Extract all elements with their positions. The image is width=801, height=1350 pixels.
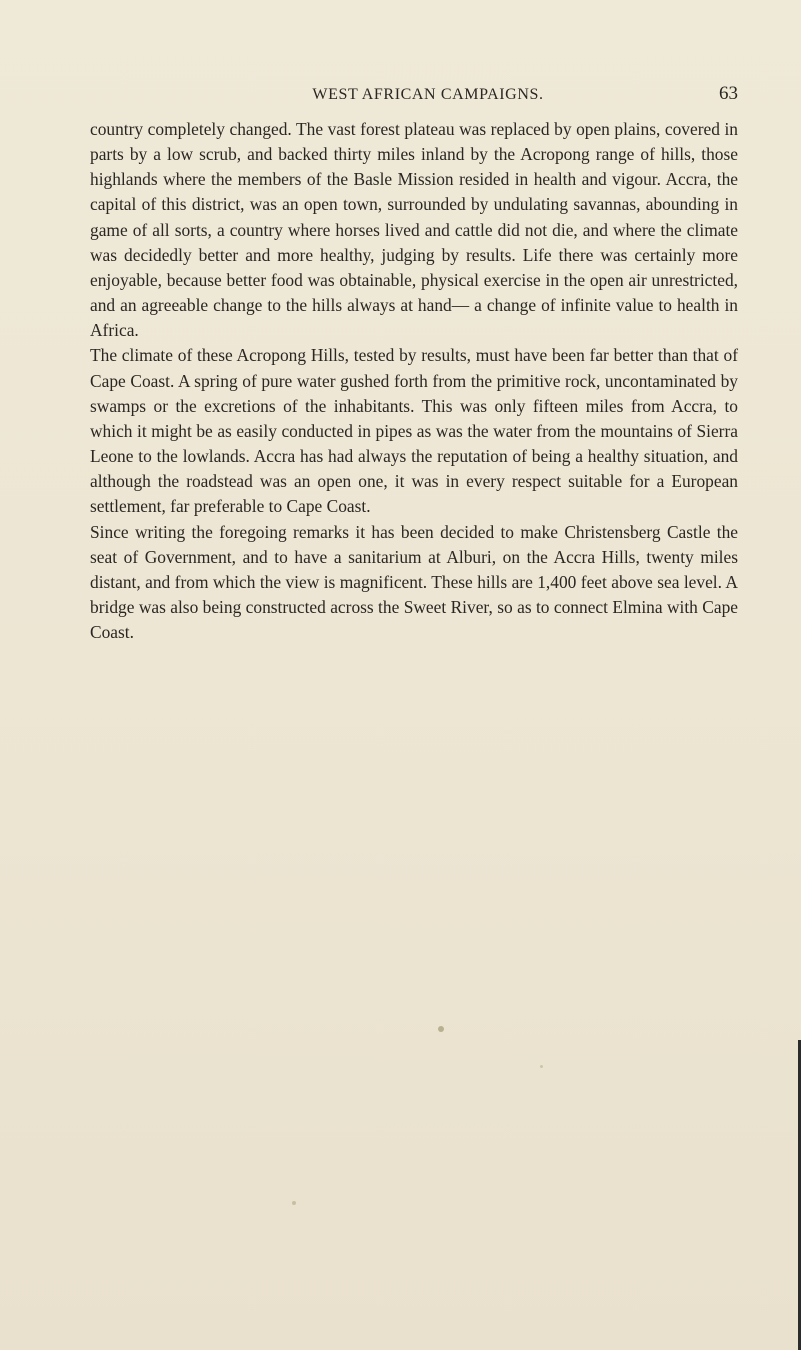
paragraph-2: The climate of these Acropong Hills, tested by results, must have been far better than that of Cape Coast. A spring of pure water gushed forth from the primitive rock, uncontaminated by swamps or the excretions of the inhabitants. This was only fifteen miles from Accra, to which it might be as easily conducted in pipes as was the water from the mountains of Sierra Leone to the lowlands. Accra has had always the reputation of being a healthy situation, and although the roadstead was an open one, it was in every respect suitable for a European settlement, far preferable to Cape Coast. <box>90 345 738 517</box>
paper-speck <box>540 1065 543 1068</box>
page-number: 63 <box>719 83 738 104</box>
paper-speck <box>292 1201 296 1205</box>
paper-speck <box>438 1026 444 1032</box>
running-head <box>90 83 738 109</box>
paragraph-3: Since writing the foregoing remarks it has been decided to make Christensberg Castle the seat of Government, and to have a sanitarium at Alburi, on the Accra Hills, twenty miles distant, and from which the view is magnificent. These hills are 1,400 feet above sea level. A bridge was also being constructed across the Sweet River, so as to connect Elmina with Cape Coast. <box>90 521 738 643</box>
paragraph-1: country completely changed. The vast forest plateau was replaced by open plains, covered in parts by a low scrub, and backed thirty miles inland by the Acropong range of hills, those highlands where the members of the Basle Mission resided in health and vigour. Accra, the capital of this district, was an open town, surrounded by undulating savannas, abounding in game of all sorts, a country where horses lived and cattle did not die, and where the climate was decidedly better and more healthy, judging by results. Life there was certainly more enjoyable, because better food was obtainable, physical exercise in the open air unrestricted, and an agreeable change to the hills always at hand— a change of infinite value to health in Africa. <box>90 119 738 341</box>
body-text <box>90 117 738 645</box>
running-title: WEST AFRICAN CAMPAIGNS. <box>312 86 544 103</box>
